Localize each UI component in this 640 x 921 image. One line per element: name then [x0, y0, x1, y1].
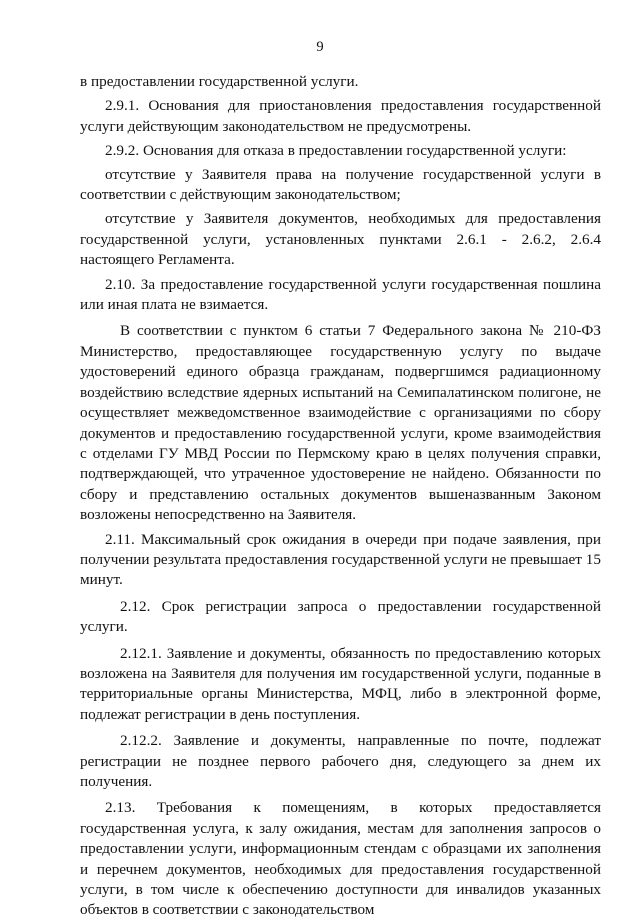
paragraph-2-13: 2.13. Требования к помещениям, в которых предоставляется государственная услуга, к залу ожидания, местам для заполнения запросов о предоставлении услуги, информационным стендам с образцами их заполнения и перечнем документов, необходимых для предоставления государственной услуги, в том числе к обеспечению доступности для инвалидов указанных объектов в соответствии с законодательством [80, 799, 601, 919]
paragraph-refusal-reason-2: отсутствие у Заявителя документов, необходимых для предоставления государственной услуги, установленных пунктами 2.6.1 - 2.6.2, 2.6.4 настоящего Регламента. [80, 210, 601, 269]
document-body [80, 72, 601, 921]
paragraph-refusal-reason-1: отсутствие у Заявителя права на получение государственной услуги в соответствии с действующим законодательством; [80, 165, 601, 204]
paragraph-2-12: 2.12. Срок регистрации запроса о предоставлении государственной услуги. [80, 597, 601, 636]
page-number: 9 [316, 39, 324, 55]
paragraph-2-9-2: 2.9.2. Основания для отказа в предоставлении государственной услуги: [105, 142, 567, 160]
paragraph-2-9-1: 2.9.1. Основания для приостановления предоставления государственной услуги действующим законодательством не предусмотрены. [80, 97, 601, 135]
paragraph-continuation: в предоставлении государственной услуги. [80, 73, 359, 90]
paragraph-2-12-1: 2.12.1. Заявление и документы, обязанность по предоставлению которых возложена на Заявителя для получения им государственной услуги, поданные в территориальные органы Министерства, МФЦ, либо в электронной форме, подлежат регистрации в день поступления. [80, 644, 601, 723]
paragraph-2-10: 2.10. За предоставление государственной услуги государственная пошлина или иная плата не взимается. [80, 275, 601, 314]
paragraph-2-12-2: 2.12.2. Заявление и документы, направленные по почте, подлежат регистрации не позднее первого рабочего дня, следующего за днем их получения. [80, 732, 601, 790]
paragraph-2-11: 2.11. Максимальный срок ожидания в очереди при подаче заявления, при получении результата предоставления государственной услуги не превышает 15 минут. [80, 530, 601, 589]
paragraph-interagency: В соответствии с пунктом 6 статьи 7 Федерального закона № 210-ФЗ Министерство, предоставляющее государственную услугу по выдаче удостоверений единого образца гражданам, подвергшимся радиационному воздействию вследствие ядерных испытаний на Семипалатинском полигоне, не осуществляет межведомственное взаимодействие с организациями по сбору документов и предоставлению государственной услуги, кроме взаимодействия с отделами ГУ МВД России по Пермскому краю в целях получения справки, подтверждающей, что утраченное удостоверение не найдено. Обязанности по сбору и представлению остальных документов вышеназванным Законом возложены непосредственно на Заявителя. [80, 322, 601, 524]
